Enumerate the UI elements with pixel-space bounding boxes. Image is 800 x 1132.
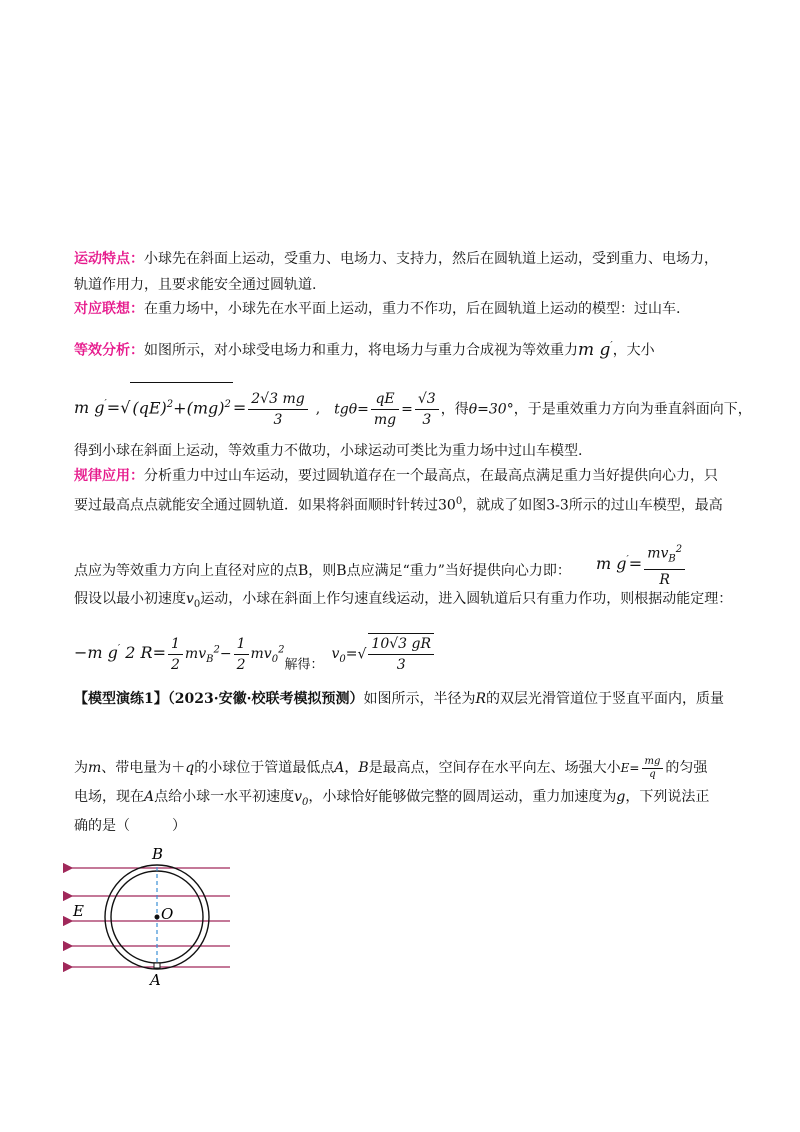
equivalent-analysis-line3 <box>74 440 582 462</box>
exercise-text4: 确的是（ ） <box>74 818 186 834</box>
association-text: 在重力场中，小球先在水平面上运动，重力不作功，后在圆轨道上运动的模型：过山车. <box>144 301 681 317</box>
gravity-symbol: g <box>616 789 626 805</box>
equivalent-analysis-label: 等效分析： <box>74 342 144 359</box>
v0-symbol-2: v <box>294 789 303 805</box>
exercise-text2-c: 的小球位于管道最低点 <box>194 760 335 776</box>
rule-application-text4-post: 运动，小球在斜面上作匀速直线运动，进入圆轨道后只有重力作功，则根据动能定理： <box>200 591 733 607</box>
rule-application-line1 <box>74 465 718 487</box>
exercise-text2-b: 、带电量为＋ <box>101 760 186 776</box>
equivalent-analysis-formula-line: m g′=√ (qE)$^2$+(mg)$^2$ = $\frac{2√3 mg}{3}$ , tgθ= $\frac{qE}{mg}$ = $\frac{√3}{3}$ ，得θ=30°，于是重效重力方向为垂直斜面向下， <box>74 382 752 431</box>
degree-superscript: 0 <box>455 496 463 507</box>
motion-features-label: 运动特点： <box>74 251 144 267</box>
circular-tube-diagram <box>60 845 240 995</box>
exercise-title: 【模型演练1】 <box>74 691 168 707</box>
exercise-line4 <box>74 815 186 837</box>
point-A-symbol: A <box>334 760 345 776</box>
fraction-2sqrt3mg-over-3: $\frac{2√3 mg}{3}$ <box>248 389 307 430</box>
rule-application-line2 <box>74 491 723 517</box>
fraction-sqrt3-over-3: $\frac{√3}{3}$ <box>415 389 439 430</box>
rule-application-line4 <box>74 588 732 616</box>
motion-features-text1: 小球先在斜面上运动，受重力、电场力、支持力，然后在圆轨道上运动，受到重力、电场力， <box>144 251 718 267</box>
exercise-text2-f: 的匀强 <box>665 760 708 776</box>
motion-features-line2 <box>74 274 316 296</box>
mass-symbol: m <box>88 760 102 776</box>
ball-at-A <box>154 963 160 968</box>
rule-application-line3 <box>74 560 571 582</box>
mg-prime-formula: m g′ <box>578 339 613 360</box>
v0-subscript-2: 0 <box>302 796 309 808</box>
exercise-text1: 如图所示，半径为 <box>363 691 476 707</box>
exercise-line1 <box>74 688 724 710</box>
radius-symbol: R <box>475 691 487 707</box>
rule-application-text3: 点应为等效重力方向上直径对应的点B，则B点应满足“重力”当好提供向心力即： <box>74 563 571 579</box>
equivalent-analysis-text3: 得到小球在斜面上运动，等效重力不做功，小球运动可类比为重力场中过山车模型. <box>74 443 583 459</box>
equivalent-analysis-text2-mid: ，得 <box>440 401 469 418</box>
exercise-line2: 为m、带电量为＋q的小球位于管道最低点A，B是最高点，空间存在水平向左、场强大小E= $\frac{mg}{q}$ 的匀强 <box>74 755 708 780</box>
fraction-qE-over-mg: $\frac{qE}{mg}$ <box>371 389 399 430</box>
mg-prime-equation: m g′=√ (qE)$^2$+(mg)$^2$ = <box>74 398 246 417</box>
motion-features-text2: 轨道作用力，且要求能安全通过圆轨道. <box>74 277 317 293</box>
v0-symbol: v <box>186 591 194 607</box>
exercise-text2-e: 是最高点，空间存在水平向左、场强大小 <box>368 760 621 776</box>
exercise-text3-c: ，小球恰好能够做完整的圆周运动，重力加速度为 <box>308 789 617 805</box>
label-B: B <box>152 845 164 863</box>
theta-30-formula: θ=30° <box>468 401 514 418</box>
association-line <box>74 298 680 320</box>
equivalent-analysis-text1-tail: ，大小 <box>612 342 655 359</box>
exercise-text3-d: ，下列说法正 <box>625 789 710 805</box>
rule-application-text1: 分析重力中过山车运动，要过圆轨道存在一个最高点，在最高点满足重力当好提供向心力，只 <box>144 468 718 484</box>
exercise-text1-tail: 的双层光滑管道位于竖直平面内，质量 <box>486 691 725 707</box>
v0-subscript: 0 <box>193 598 201 610</box>
charge-symbol: q <box>185 760 195 776</box>
exercise-text3-b: 点给小球一水平初速度 <box>154 789 295 805</box>
equivalent-analysis-text2-tail: ，于是重效重力方向为垂直斜面向下， <box>513 401 752 418</box>
label-O: O <box>161 905 174 923</box>
exercise-text2-d: ， <box>344 760 359 776</box>
exercise-text2-a: 为 <box>74 760 88 776</box>
solve-label: 解得： <box>284 657 324 673</box>
field-strength-fraction: $\frac{mg}{q}$ <box>642 756 664 781</box>
motion-features-line1 <box>74 248 718 270</box>
exercise-source: （2023·安徽·校联考模拟预测） <box>167 691 364 707</box>
tan-theta-equation: tgθ= <box>334 401 369 418</box>
energy-theorem-formula: −m g′ 2 R= $\frac{1}{2}$ $mv_B^2-$ $\frac{1}{2}$ $mv_0^2$解得：$v_0=√$ $\frac{10√3 gR}{3}$ <box>74 628 436 687</box>
centripetal-formula: m g′= $\frac{mv_B^2}{R}$ <box>596 540 687 590</box>
label-E: E <box>73 902 84 920</box>
exercise-text3-a: 电场，现在 <box>74 789 144 805</box>
association-label: 对应联想： <box>74 301 144 317</box>
point-A-symbol-2: A <box>144 789 155 805</box>
exercise-line3 <box>74 786 709 814</box>
rule-application-text2: 要过最高点点就能安全通过圆轨道．如果将斜面顺时针转过30 <box>74 497 456 514</box>
equivalent-analysis-line1 <box>74 335 655 362</box>
rule-application-label: 规律应用： <box>74 468 144 484</box>
point-B-symbol: B <box>358 760 369 776</box>
rule-application-text4-pre: 假设以最小初速度 <box>74 591 186 607</box>
equivalent-analysis-text1: 如图所示，对小球受电场力和重力，将电场力与重力合成视为等效重力 <box>144 342 578 359</box>
label-A: A <box>150 971 161 989</box>
center-point <box>155 915 160 920</box>
rule-application-text2-tail: ，就成了如图3-3所示的过山车模型，最高 <box>462 497 723 514</box>
